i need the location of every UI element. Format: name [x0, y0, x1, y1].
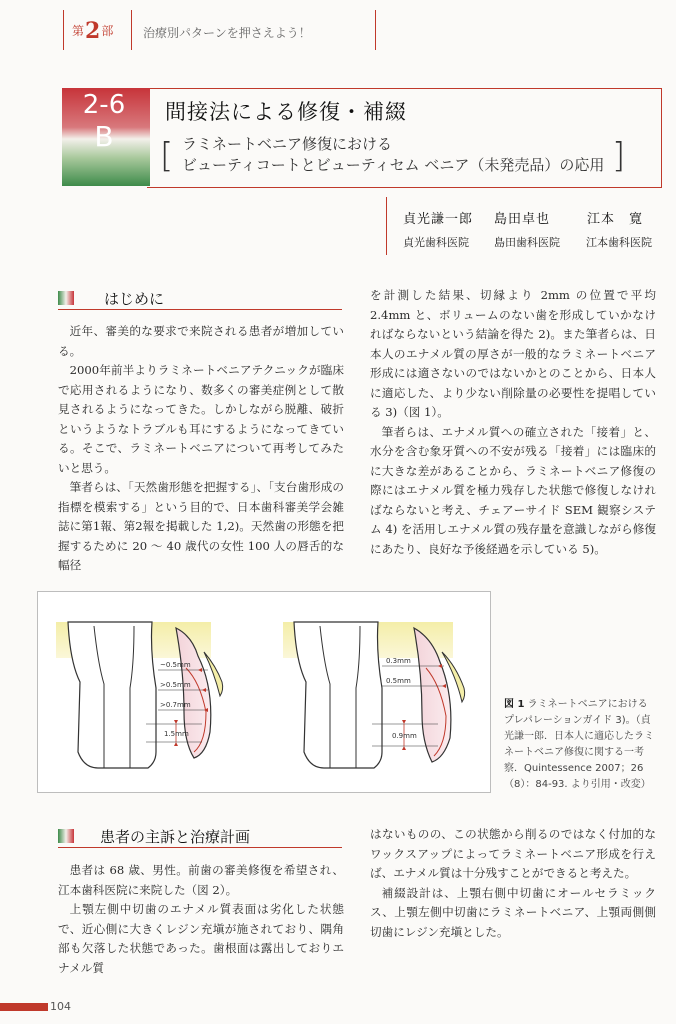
measure-label: 1.5mm [164, 730, 189, 738]
chapter-number: 2-6 [82, 90, 126, 120]
section-rule [58, 309, 342, 310]
measure-label: >0.7mm [160, 701, 191, 709]
paragraph: 上顎左側中切歯のエナメル質表面は劣化した状態で、近心側に大きくレジン充塡が施されており、隅角部も欠落した状態であった。歯根面は露出しておりエナメル質 [58, 902, 344, 975]
figure-1-caption [504, 697, 656, 793]
section-heading: 患者の主訴と治療計画 [100, 828, 251, 846]
section-heading: はじめに [104, 290, 165, 308]
caption-label: 図 1 [504, 699, 525, 710]
author-affiliation-1: 貞光歯科医院 [403, 236, 469, 249]
figure-right-diagram [283, 622, 465, 768]
authors-rule [386, 197, 387, 255]
paragraph: 補綴設計は、上顎右側中切歯にオールセラミックス、上顎左側中切歯にラミネートベニア、上顎両側側切歯にレジン充塡とした。 [370, 885, 656, 939]
part-subtitle: 治療別パターンを押さえよう！ [143, 26, 311, 40]
measure-label: ~0.5mm [160, 661, 191, 669]
chapter-title: 間接法による修復・補綴 [165, 100, 407, 124]
figure-left-diagram [56, 622, 223, 768]
measure-label: 0.9mm [392, 732, 417, 740]
paragraph: 2000年前半よりラミネートベニアテクニックが臨床で応用されるようになり、数多くの審美症例として散見されるようになってきた。しかしながら脱離、破折というようなトラブルも耳にするようになってきている。そこで、ラミネートベニアについて再考してみたいと思う。 [58, 363, 344, 475]
measure-label: 0.3mm [386, 657, 411, 665]
section1-right-column [370, 286, 656, 559]
page-number: 104 [50, 1000, 71, 1013]
paragraph: 患者は 68 歳、男性。前歯の審美修復を希望され、江本歯科医院に来院した（図 2）。 [58, 863, 344, 897]
preparation-guide-illustration [38, 592, 490, 792]
header-rule-mid [131, 10, 132, 50]
author-affiliation-2: 島田歯科医院 [494, 236, 560, 249]
paragraph: 筆者らは、エナメル質への確立された「接着」と、水分を含む象牙質への不安が残る「接着」には臨床的に大きな差があることから、ラミネートベニア修復の際にはエナメル質を極力残存した状態で修復しなければならないと考え、チェアーサイド SEM 観察システム 4) を活用しエナメル質の残存量を意識しながら修復にあたり、良好な予後経過を示している 5)。 [370, 424, 656, 556]
figure-1-frame [37, 591, 491, 793]
paragraph: 近年、審美的な要求で来院される患者が増加している。 [58, 324, 344, 358]
measure-label: 0.5mm [386, 677, 411, 685]
chapter-letter: B [94, 120, 114, 153]
paragraph: を計測した結果、切縁より 2mm の位置で平均 2.4mm と、ボリュームのない歯を形成していかなければならないという結論を得た 2)。また筆者らは、日本人のエナメル質の厚さが一般的なラミネートベニア形成には適さないのではないかとのことから、日本人に適応した、より少ない削除量の必要性を提唱している 3)（図 1）。 [370, 288, 656, 419]
subtitle-line-1: ラミネートベニア修復における [182, 135, 393, 153]
section-rule [58, 847, 342, 848]
subtitle-bracket-close: ] [612, 136, 626, 176]
section-marker [58, 829, 74, 843]
author-name-1: 貞光謙一郎 [403, 212, 474, 227]
paragraph: 筆者らは、「天然歯形態を把握する」、「支台歯形成の指標を模索する」という目的で、日本歯科審美学会雑誌に第1報、第2報を掲載した 1,2)。天然歯の形態を把握するために 20 〜 40 歳代の女性 100 人の唇舌的な幅径 [58, 480, 344, 572]
section-marker [58, 291, 74, 305]
subtitle-line-2: ビューティコートとビューティセム ベニア（未発売品）の応用 [182, 156, 605, 174]
part-suffix: 部 [101, 24, 114, 38]
subtitle-bracket-open: [ [160, 136, 174, 176]
part-indicator [72, 18, 113, 44]
section2-right-column [370, 825, 656, 942]
section2-left-column [58, 861, 344, 978]
author-name-2: 島田卓也 [494, 212, 551, 227]
caption-text: ラミネートベニアにおけるプレパレーションガイド 3)。（貞光謙一郎．日本人に適応したラミネートベニア修復に関する一考察．Quintessence 2007；26（8）：84-93. より引用・改変） [504, 699, 654, 790]
paragraph: はないものの、この状態から削るのではなく付加的なワックスアップによってラミネートベニア形成を行えば、エナメル質は十分残すことができると考えた。 [370, 827, 656, 880]
header-rule-right [375, 10, 376, 50]
page-number-bar [0, 1003, 48, 1011]
section1-left-column [58, 322, 344, 576]
author-affiliation-3: 江本歯科医院 [586, 236, 652, 249]
author-name-3: 江本 寛 [587, 212, 644, 227]
measure-label: >0.5mm [160, 681, 191, 689]
part-number: 2 [85, 18, 101, 44]
header-rule-left [63, 10, 64, 50]
chapter-subtitle [182, 134, 604, 176]
part-prefix: 第 [72, 24, 85, 38]
